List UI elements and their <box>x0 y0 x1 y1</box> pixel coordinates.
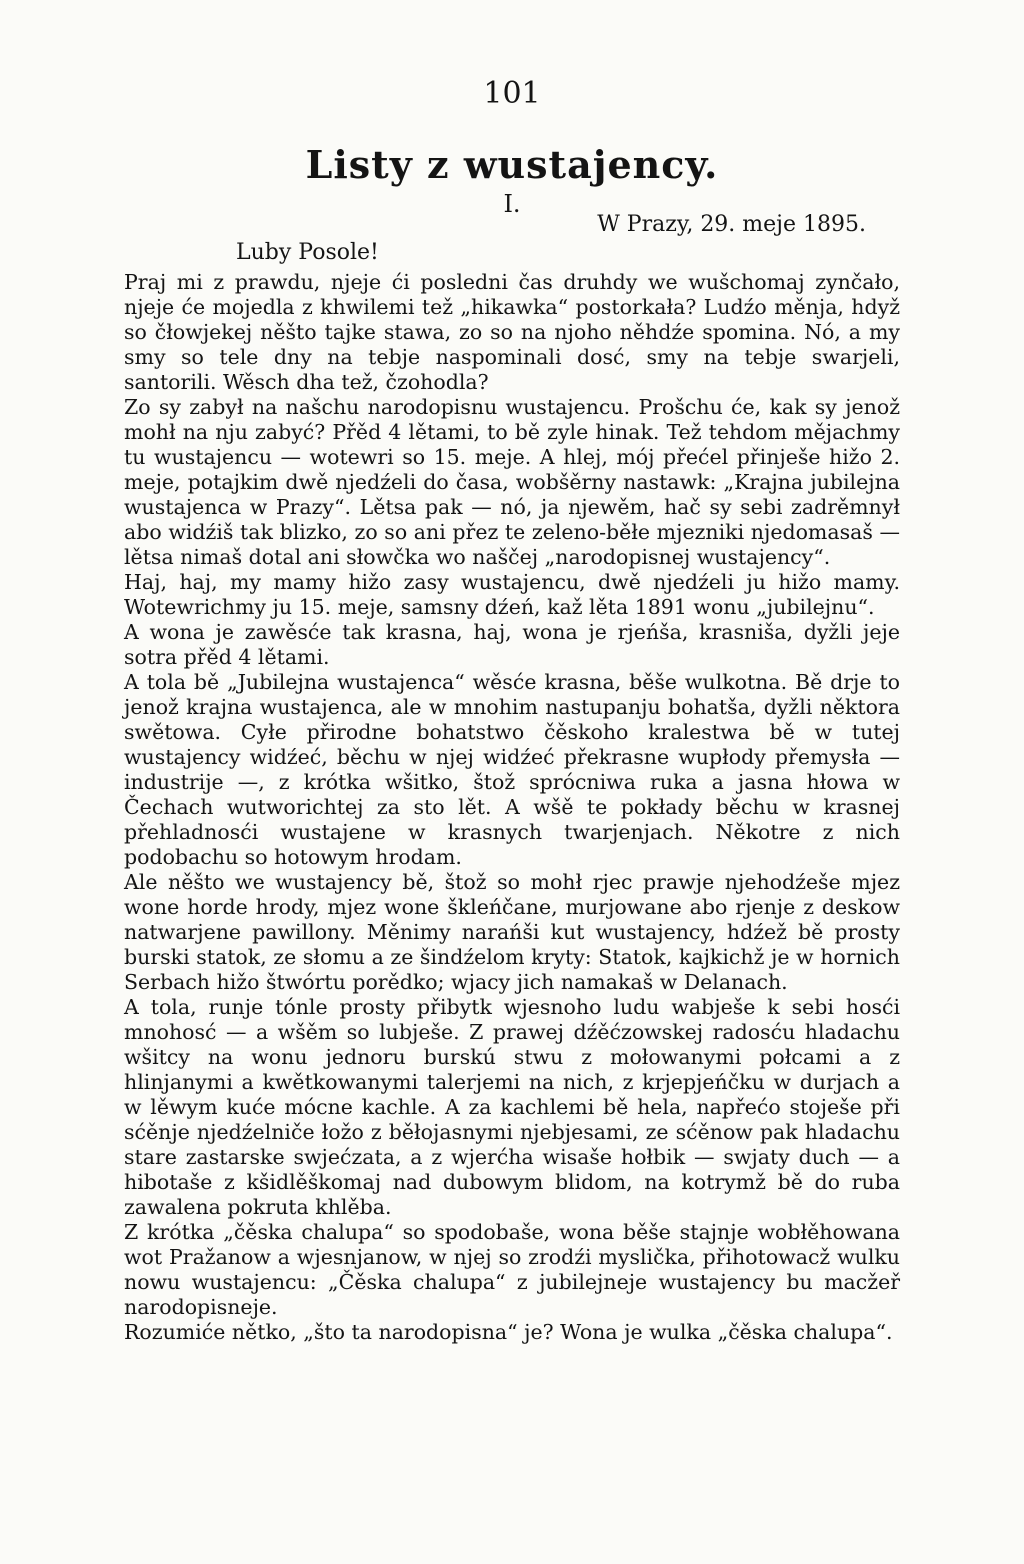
paragraph: A wona je zawěsće tak krasna, haj, wona je rjeńša, krasniša, dyžli jeje sotra přěd 4 lětami. <box>124 620 900 669</box>
dateline: W Prazy, 29. meje 1895. <box>597 212 866 237</box>
paragraph: Z krótka „čěska chalupa“ so spodobaše, wona běše stajnje wobłěhowana wot Pražanow a wjesnjanow, w njej so zrodźi myslička, přihotowacž wulku nowu wustajencu: „Čěska chalupa“ z jubilejneje wustajency bu macžeř narodopisneje. <box>124 1220 900 1319</box>
paragraph: Rozumiće nětko, „što ta narodopisna“ je? Wona je wulka „čěska chalupa“. <box>124 1320 893 1344</box>
paragraph: Praj mi z prawdu, njeje ći posledni čas druhdy we wušchomaj zynčało, njeje će mojedla z khwilemi tež „hikawka“ postorkała? Ludźo měnja, hdyž so čłowjekej něšto tajke stawa, zo so na njoho něhdźe spomina. Nó, a my smy so tele dny na tebje naspominali dosć, smy na tebje swarjeli, santorili. Wěsch dha tež, čzohodla? <box>124 270 900 394</box>
paragraph: A tola, runje tónle prosty přibytk wjesnoho ludu wabješe k sebi hosći mnohosć — a wšěm so lubješe. Z prawej dźěćzowskej radosću hladachu wšitcy na wonu jednoru burskú stwu z mołowanymi połcami a z hlinjanymi a kwětkowanymi talerjemi na nich, z krjepjeńčku w durjach a w lěwym kuće mócne kachle. A za kachlemi bě hela, napřećo stoješe při sćěnje njedźelniče łožo z běłojasnymi njebjesami, ze sćěnow pak hladachu stare zastarske swjećzata, a z wjerćha wisaše hołbik — swjaty duch — a hibotaše z kšidlěškomaj nad dubowym blidom, na kotrymž bě do ruba zawalena pokruta khlěba. <box>124 995 900 1219</box>
paragraph: Ale něšto we wustajency bě, štož so mohł rjec prawje njehodźeše mjez wone horde hrody, mjez wone škleńčane, murjowane abo rjenje z deskow natwarjene pawillony. Měnimy narańši kut wustajency, hdźež bě prosty burski statok, ze słomu a ze šindźelom kryty: Statok, kajkichž je w hornich Serbach hižo štwórtu porědko; wjacy jich namakaš w Delanach. <box>124 870 900 994</box>
body-text <box>124 270 900 1345</box>
paragraph: Zo sy zabył na našchu narodopisnu wustajencu. Prošchu će, kak sy jenož mohł na nju zabyć? Přěd 4 lětami, to bě zyle hinak. Tež tehdom mějachmy tu wustajencu — wotewri so 15. meje. A hlej, mój přećel přinješe hižo 2. meje, potajkim dwě njedźeli do časa, wobšěrny nastawk: „Krajna jubilejna wustajenca w Prazy“. Lětsa pak — nó, ja njewěm, hač sy sebi zadrěmnył abo widźiš tak blizko, zo so ani přez te zeleno-běłe mjezniki njedomasaš — lětsa nimaš dotal ani słowčka wo naščej „narodopisnej wustajency“. <box>124 395 900 569</box>
article-title: Listy z wustajency. <box>305 142 719 187</box>
paragraph: Haj, haj, my mamy hižo zasy wustajencu, dwě njedźeli ju hižo mamy. Wotewrichmy ju 15. meje, samsny dźeń, kaž lěta 1891 wonu „jubilejnu“. <box>124 570 900 619</box>
page-number: 101 <box>483 76 541 111</box>
salutation: Luby Posole! <box>236 240 379 265</box>
paragraph: A tola bě „Jubilejna wustajenca“ wěsće krasna, běše wulkotna. Bě drje to jenož krajna wustajenca, ale w mnohim nastupanju bohatša, dyžli něktora swětowa. Cyłe přirodne bohatstwo čěskoho kralestwa bě w tutej wustajency widźeć, běchu w njej widźeć překrasne wupłody přemysła — industrije —, z krótka wšitko, štož sprócniwa ruka a jasna hłowa w Čechach wutworichtej za sto lět. A wšě te pokłady běchu w krasnej přehladnosći wustajene w krasnych twarjenjach. Někotre z nich podobachu so hotowym hrodam. <box>124 670 900 869</box>
section-number: I. <box>503 190 521 218</box>
